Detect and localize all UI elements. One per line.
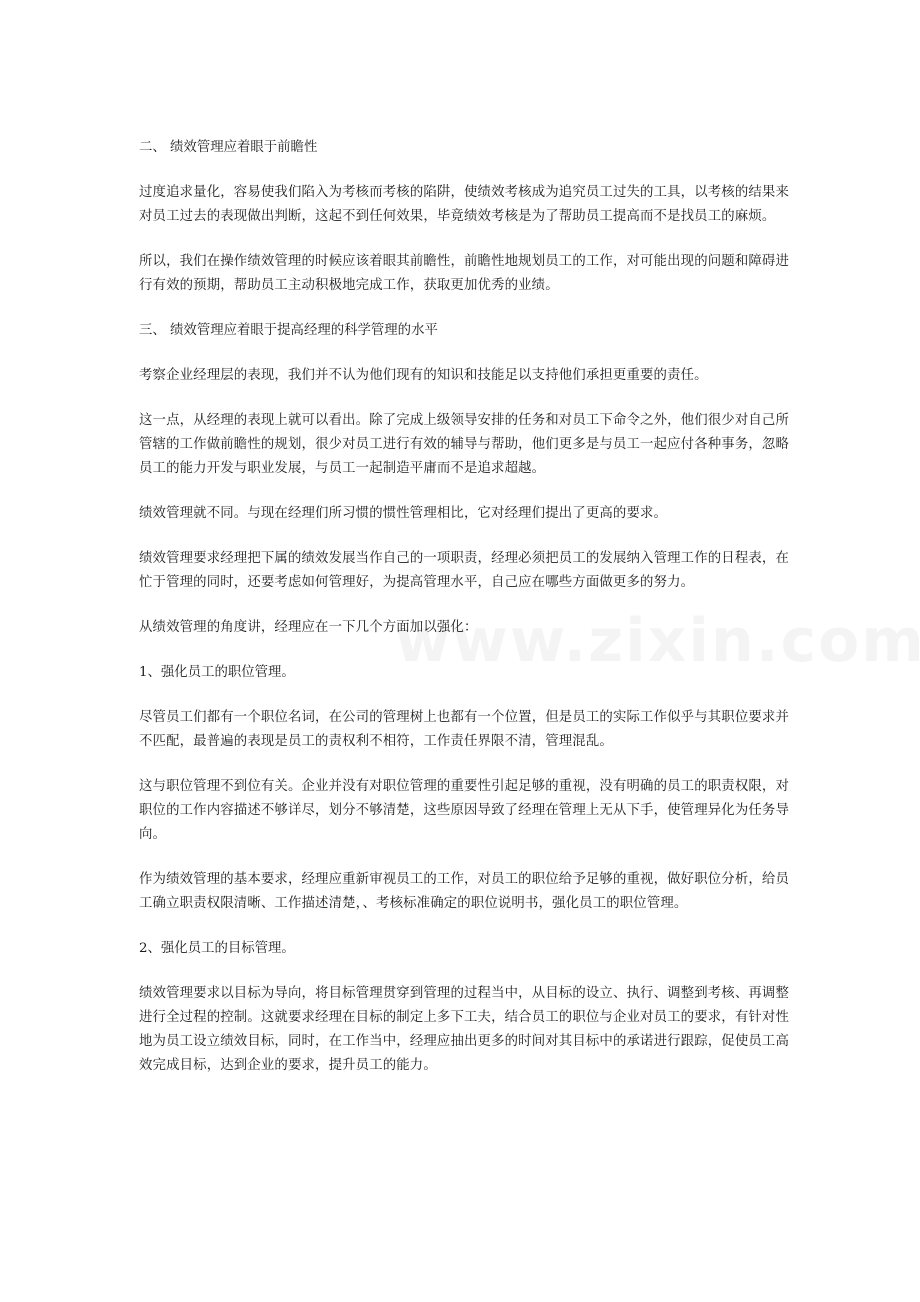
subheading-position-management: 1、强化员工的职位管理。 xyxy=(139,665,295,680)
paragraph: 绩效管理要求经理把下属的绩效发展当作自己的一项职责，经理必须把员工的发展纳入管理工作的日程表，在忙于管理的同时，还要考虑如何管理好，为提高管理水平，自己应在哪些方面做更多的努力。 xyxy=(139,551,789,590)
paragraph: 考察企业经理层的表现，我们并不认为他们现有的知识和技能足以支持他们承担更重要的责任。 xyxy=(139,368,708,383)
paragraph: 绩效管理就不同。与现在经理们所习惯的惯性管理相比，它对经理们提出了更高的要求。 xyxy=(139,506,668,521)
paragraph: 尽管员工们都有一个职位名词，在公司的管理树上也都有一个位置，但是员工的实际工作似乎与其职位要求并不匹配，最普遍的表现是员工的责权利不相符，工作责任界限不清，管理混乱。 xyxy=(139,710,789,749)
paragraph: 作为绩效管理的基本要求，经理应重新审视员工的工作，对员工的职位给予足够的重视，做好职位分析，给员工确立职责权限清晰、工作描述清楚，、考核标准确定的职位说明书，强化员工的职位管理。 xyxy=(139,872,789,911)
paragraph: 这一点，从经理的表现上就可以看出。除了完成上级领导安排的任务和对员工下命令之外，他们很少对自己所管辖的工作做前瞻性的规划，很少对员工进行有效的辅导与帮助，他们更多是与员工一起应付各种事务，忽略员工的能力开发与职业发展，与员工一起制造平庸而不是追求超越。 xyxy=(139,413,789,476)
paragraph: 从绩效管理的角度讲，经理应在一下几个方面加以强化： xyxy=(139,620,478,635)
paragraph: 过度追求量化，容易使我们陷入为考核而考核的陷阱，使绩效考核成为追究员工过失的工具，以考核的结果来对员工过去的表现做出判断，这起不到任何效果，毕竟绩效考核是为了帮助员工提高而不是找员工的麻烦。 xyxy=(139,185,789,224)
section-heading-three: 三、 绩效管理应着眼于提高经理的科学管理的水平 xyxy=(139,323,438,338)
paragraph: 这与职位管理不到位有关。企业并没有对职位管理的重要性引起足够的重视，没有明确的员工的职责权限，对职位的工作内容描述不够详尽，划分不够清楚，这些原因导致了经理在管理上无从下手，使管理异化为任务导向。 xyxy=(139,779,789,842)
document-body xyxy=(139,136,789,1099)
paragraph: 绩效管理要求以目标为导向，将目标管理贯穿到管理的过程当中，从目标的设立、执行、调整到考核、再调整进行全过程的控制。这就要求经理在目标的制定上多下工夫，结合员工的职位与企业对员工的要求，有针对性地为员工设立绩效目标，同时，在工作当中，经理应抽出更多的时间对其目标中的承诺进行跟踪，促使员工高效完成目标，达到企业的要求，提升员工的能力。 xyxy=(139,986,789,1073)
subheading-goal-management: 2、强化员工的目标管理。 xyxy=(139,941,295,956)
section-heading-two: 二、 绩效管理应着眼于前瞻性 xyxy=(139,140,318,155)
paragraph: 所以，我们在操作绩效管理的时候应该着眼其前瞻性，前瞻性地规划员工的工作，对可能出现的问题和障碍进行有效的预期，帮助员工主动积极地完成工作，获取更加优秀的业绩。 xyxy=(139,254,789,293)
